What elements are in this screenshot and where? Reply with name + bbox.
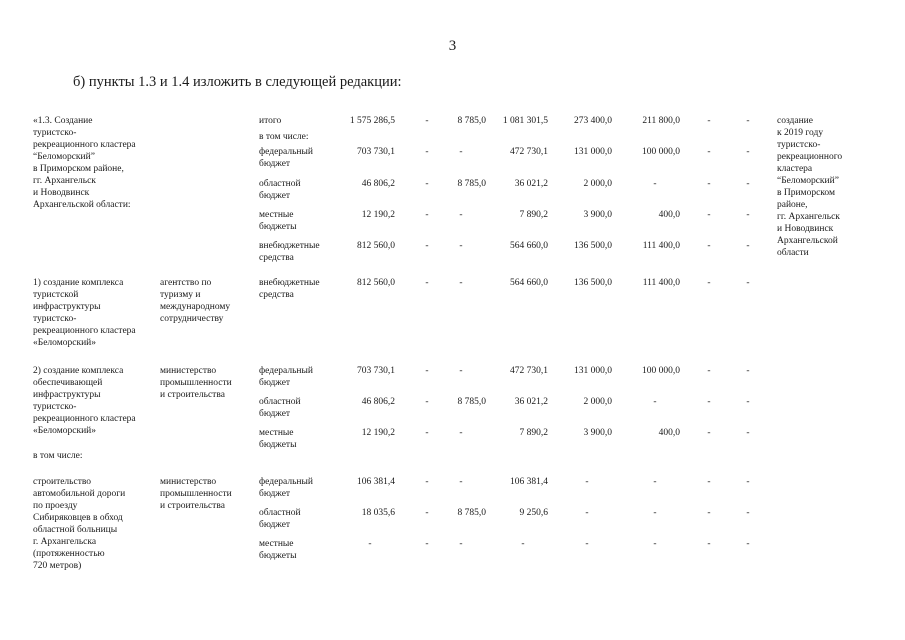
road-item-name-line: автомобильной дороги	[33, 489, 126, 499]
value-cell: 211 800,0	[642, 116, 680, 126]
item-1-3-name	[33, 115, 136, 211]
value-cell: -	[746, 278, 750, 288]
value-cell: 100 000,0	[642, 147, 680, 157]
value-cell: -	[707, 241, 711, 251]
road-item-executor-line: и строительства	[160, 501, 225, 511]
item-1-name-line: рекреационного кластера	[33, 326, 136, 336]
road-item-source-line: федеральный	[259, 477, 313, 487]
value-cell: -	[746, 116, 750, 126]
value-cell: 1 081 301,5	[502, 116, 548, 126]
item-1-3-result-line: Архангельской	[777, 236, 838, 246]
value-cell: 472 730,1	[510, 366, 548, 376]
item-1-3-result-line: в Приморском	[777, 188, 835, 198]
value-cell: 812 560,0	[357, 278, 395, 288]
item-1-3-source-line: бюджеты	[259, 222, 297, 232]
road-item-name	[33, 476, 125, 572]
value-cell: 703 730,1	[357, 147, 395, 157]
item-1-name-line: туристской	[33, 290, 79, 300]
item-1-3-source-line: внебюджетные	[259, 241, 320, 251]
item-1-3-source-line: областной	[259, 179, 301, 189]
value-cell: -	[653, 397, 657, 407]
item-1-3-source	[259, 131, 309, 143]
value-cell: -	[707, 477, 711, 487]
value-cell: 3 900,0	[583, 210, 612, 220]
value-cell: 18 035,6	[361, 508, 395, 518]
including-label	[33, 450, 83, 462]
item-1-executor-line: сотрудничеству	[160, 314, 224, 324]
road-item-executor	[160, 476, 232, 512]
item-1-3-source	[259, 209, 296, 233]
value-cell: -	[459, 241, 463, 251]
value-cell: -	[653, 477, 657, 487]
value-cell: 36 021,2	[514, 397, 548, 407]
value-cell: -	[459, 147, 463, 157]
value-cell: 100 000,0	[642, 366, 680, 376]
road-item-source	[259, 507, 301, 531]
item-2-source	[259, 396, 301, 420]
value-cell: 106 381,4	[510, 477, 548, 487]
road-item-executor-line: промышленности	[160, 489, 232, 499]
value-cell: -	[459, 477, 463, 487]
item-1-executor-line: международному	[160, 302, 231, 312]
value-cell: 36 021,2	[514, 179, 548, 189]
item-1-3-name-line: гг. Архангельск	[33, 176, 96, 186]
value-cell: -	[585, 539, 589, 549]
item-2-name-line: рекреационного кластера	[33, 414, 136, 424]
value-cell: 111 400,0	[642, 278, 680, 288]
value-cell: -	[585, 508, 589, 518]
item-1-3-source-line: в том числе:	[259, 132, 309, 142]
item-1-3-name-line: “Беломорский”	[33, 152, 95, 162]
value-cell: 136 500,0	[574, 241, 612, 251]
road-item-source-line: бюджет	[259, 520, 291, 530]
road-item-name-line: (протяженностью	[33, 549, 105, 559]
value-cell: -	[425, 539, 429, 549]
value-cell: -	[707, 147, 711, 157]
value-cell: 2 000,0	[583, 179, 612, 189]
value-cell: -	[425, 116, 429, 126]
value-cell: 9 250,6	[519, 508, 548, 518]
value-cell: -	[459, 366, 463, 376]
value-cell: 400,0	[658, 428, 680, 438]
value-cell: -	[425, 241, 429, 251]
road-item-name-line: строительство	[33, 477, 92, 487]
value-cell: -	[459, 428, 463, 438]
value-cell: 564 660,0	[510, 278, 548, 288]
value-cell: -	[653, 539, 657, 549]
value-cell: 12 190,2	[361, 428, 395, 438]
item-1-source-line: средства	[259, 290, 294, 300]
item-1-3-source-line: местные	[259, 210, 294, 220]
page-number: 3	[448, 38, 457, 54]
value-cell: 7 890,2	[519, 428, 548, 438]
item-1-3-source	[259, 178, 301, 202]
value-cell: -	[707, 278, 711, 288]
item-2-name-line: инфраструктуры	[33, 390, 101, 400]
value-cell: 8 785,0	[457, 508, 486, 518]
item-1-3-name-line: в Приморском районе,	[33, 164, 124, 174]
value-cell: -	[746, 210, 750, 220]
item-1-3-source	[259, 115, 281, 127]
value-cell: -	[707, 179, 711, 189]
value-cell: 131 000,0	[574, 147, 612, 157]
heading: б) пункты 1.3 и 1.4 изложить в следующей редакции:	[73, 74, 402, 90]
item-1-3-source-line: бюджет	[259, 159, 291, 169]
value-cell: 46 806,2	[361, 397, 395, 407]
value-cell: 8 785,0	[457, 397, 486, 407]
road-item-source-line: местные	[259, 539, 294, 549]
value-cell: 46 806,2	[361, 179, 395, 189]
value-cell: -	[368, 539, 372, 549]
item-1-3-name-line: рекреационного кластера	[33, 140, 136, 150]
value-cell: -	[425, 508, 429, 518]
value-cell: -	[746, 539, 750, 549]
value-cell: -	[707, 366, 711, 376]
item-1-3-result-line: туристско-	[777, 140, 821, 150]
road-item-source-line: бюджет	[259, 489, 291, 499]
item-1-3-name-line: «1.3. Создание	[33, 116, 93, 126]
item-1-3-result-line: к 2019 году	[777, 128, 824, 138]
item-1-executor-line: агентство по	[160, 278, 212, 288]
road-item-source-line: бюджеты	[259, 551, 297, 561]
value-cell: 2 000,0	[583, 397, 612, 407]
value-cell: -	[707, 508, 711, 518]
item-1-name-line: инфраструктуры	[33, 302, 101, 312]
value-cell: 400,0	[658, 210, 680, 220]
road-item-name-line: 720 метров)	[33, 561, 82, 571]
road-item-name-line: областной больницы	[33, 525, 118, 535]
value-cell: -	[707, 428, 711, 438]
value-cell: -	[746, 428, 750, 438]
item-1-3-name-line: туристско-	[33, 128, 77, 138]
value-cell: -	[746, 397, 750, 407]
item-1-3-result-line: и Новодвинск	[777, 224, 834, 234]
item-1-3-result-line: кластера	[777, 164, 813, 174]
road-item-name-line: по проезду	[33, 501, 78, 511]
item-2-executor-line: министерство	[160, 366, 217, 376]
item-2-name-line: 2) создание комплекса	[33, 366, 124, 376]
value-cell: -	[425, 147, 429, 157]
item-1-3-result-line: рекреационного	[777, 152, 843, 162]
item-2-source-line: местные	[259, 428, 294, 438]
value-cell: -	[425, 366, 429, 376]
item-1-3-result	[777, 115, 842, 259]
item-2-source-line: областной	[259, 397, 301, 407]
value-cell: -	[707, 539, 711, 549]
item-2-name-line: обеспечивающей	[33, 378, 103, 388]
item-1-3-result-line: создание	[777, 116, 813, 126]
item-1-3-source-line: средства	[259, 253, 294, 263]
value-cell: -	[459, 539, 463, 549]
value-cell: -	[653, 508, 657, 518]
value-cell: 111 400,0	[642, 241, 680, 251]
value-cell: -	[459, 278, 463, 288]
item-1-name-line: туристско-	[33, 314, 77, 324]
value-cell: -	[746, 179, 750, 189]
value-cell: -	[425, 397, 429, 407]
item-1-3-source-line: федеральный	[259, 147, 313, 157]
value-cell: 1 575 286,5	[349, 116, 395, 126]
value-cell: -	[746, 241, 750, 251]
item-1-3-source-line: итого	[259, 116, 282, 126]
item-1-executor-line: туризму и	[160, 290, 201, 300]
including-label-line: в том числе:	[33, 451, 83, 461]
value-cell: 8 785,0	[457, 179, 486, 189]
value-cell: 564 660,0	[510, 241, 548, 251]
road-item-source	[259, 538, 296, 562]
value-cell: -	[746, 508, 750, 518]
item-1-source-line: внебюджетные	[259, 278, 320, 288]
value-cell: 703 730,1	[357, 366, 395, 376]
road-item-name-line: г. Архангельска	[33, 537, 97, 547]
item-1-name	[33, 277, 136, 349]
item-1-3-result-line: “Беломорский”	[777, 176, 839, 186]
item-2-source	[259, 427, 296, 451]
item-1-executor	[160, 277, 230, 325]
item-2-source-line: федеральный	[259, 366, 313, 376]
value-cell: 273 400,0	[574, 116, 612, 126]
value-cell: -	[425, 428, 429, 438]
item-1-3-name-line: и Новодвинск	[33, 188, 90, 198]
value-cell: -	[707, 116, 711, 126]
value-cell: 136 500,0	[574, 278, 612, 288]
item-1-3-result-line: гг. Архангельск	[777, 212, 840, 222]
item-1-3-source-line: бюджет	[259, 191, 291, 201]
item-2-executor	[160, 365, 232, 401]
road-item-source-line: областной	[259, 508, 301, 518]
road-item-executor-line: министерство	[160, 477, 217, 487]
value-cell: 8 785,0	[457, 116, 486, 126]
item-2-name-line: «Беломорский»	[33, 426, 96, 436]
value-cell: 131 000,0	[574, 366, 612, 376]
value-cell: 106 381,4	[357, 477, 395, 487]
value-cell: -	[746, 366, 750, 376]
item-1-3-name-line: Архангельской области:	[33, 200, 131, 210]
value-cell: -	[459, 210, 463, 220]
value-cell: 7 890,2	[519, 210, 548, 220]
value-cell: -	[585, 477, 589, 487]
item-2-source-line: бюджет	[259, 409, 291, 419]
item-1-name-line: 1) создание комплекса	[33, 278, 124, 288]
value-cell: -	[746, 147, 750, 157]
item-2-name-line: туристско-	[33, 402, 77, 412]
value-cell: 472 730,1	[510, 147, 548, 157]
value-cell: -	[521, 539, 525, 549]
item-2-executor-line: промышленности	[160, 378, 232, 388]
item-1-name-line: «Беломорский»	[33, 338, 96, 348]
value-cell: -	[425, 210, 429, 220]
value-cell: -	[707, 210, 711, 220]
value-cell: 3 900,0	[583, 428, 612, 438]
value-cell: -	[425, 477, 429, 487]
item-1-3-result-line: области	[777, 248, 809, 258]
value-cell: -	[746, 477, 750, 487]
value-cell: 812 560,0	[357, 241, 395, 251]
road-item-name-line: Сибиряковцев в обход	[33, 513, 123, 523]
item-2-source-line: бюджет	[259, 378, 291, 388]
value-cell: 12 190,2	[361, 210, 395, 220]
item-2-name	[33, 365, 136, 437]
item-1-3-result-line: районе,	[777, 200, 808, 210]
value-cell: -	[707, 397, 711, 407]
item-2-executor-line: и строительства	[160, 390, 225, 400]
item-2-source-line: бюджеты	[259, 440, 297, 450]
value-cell: -	[425, 278, 429, 288]
value-cell: -	[653, 179, 657, 189]
value-cell: -	[425, 179, 429, 189]
